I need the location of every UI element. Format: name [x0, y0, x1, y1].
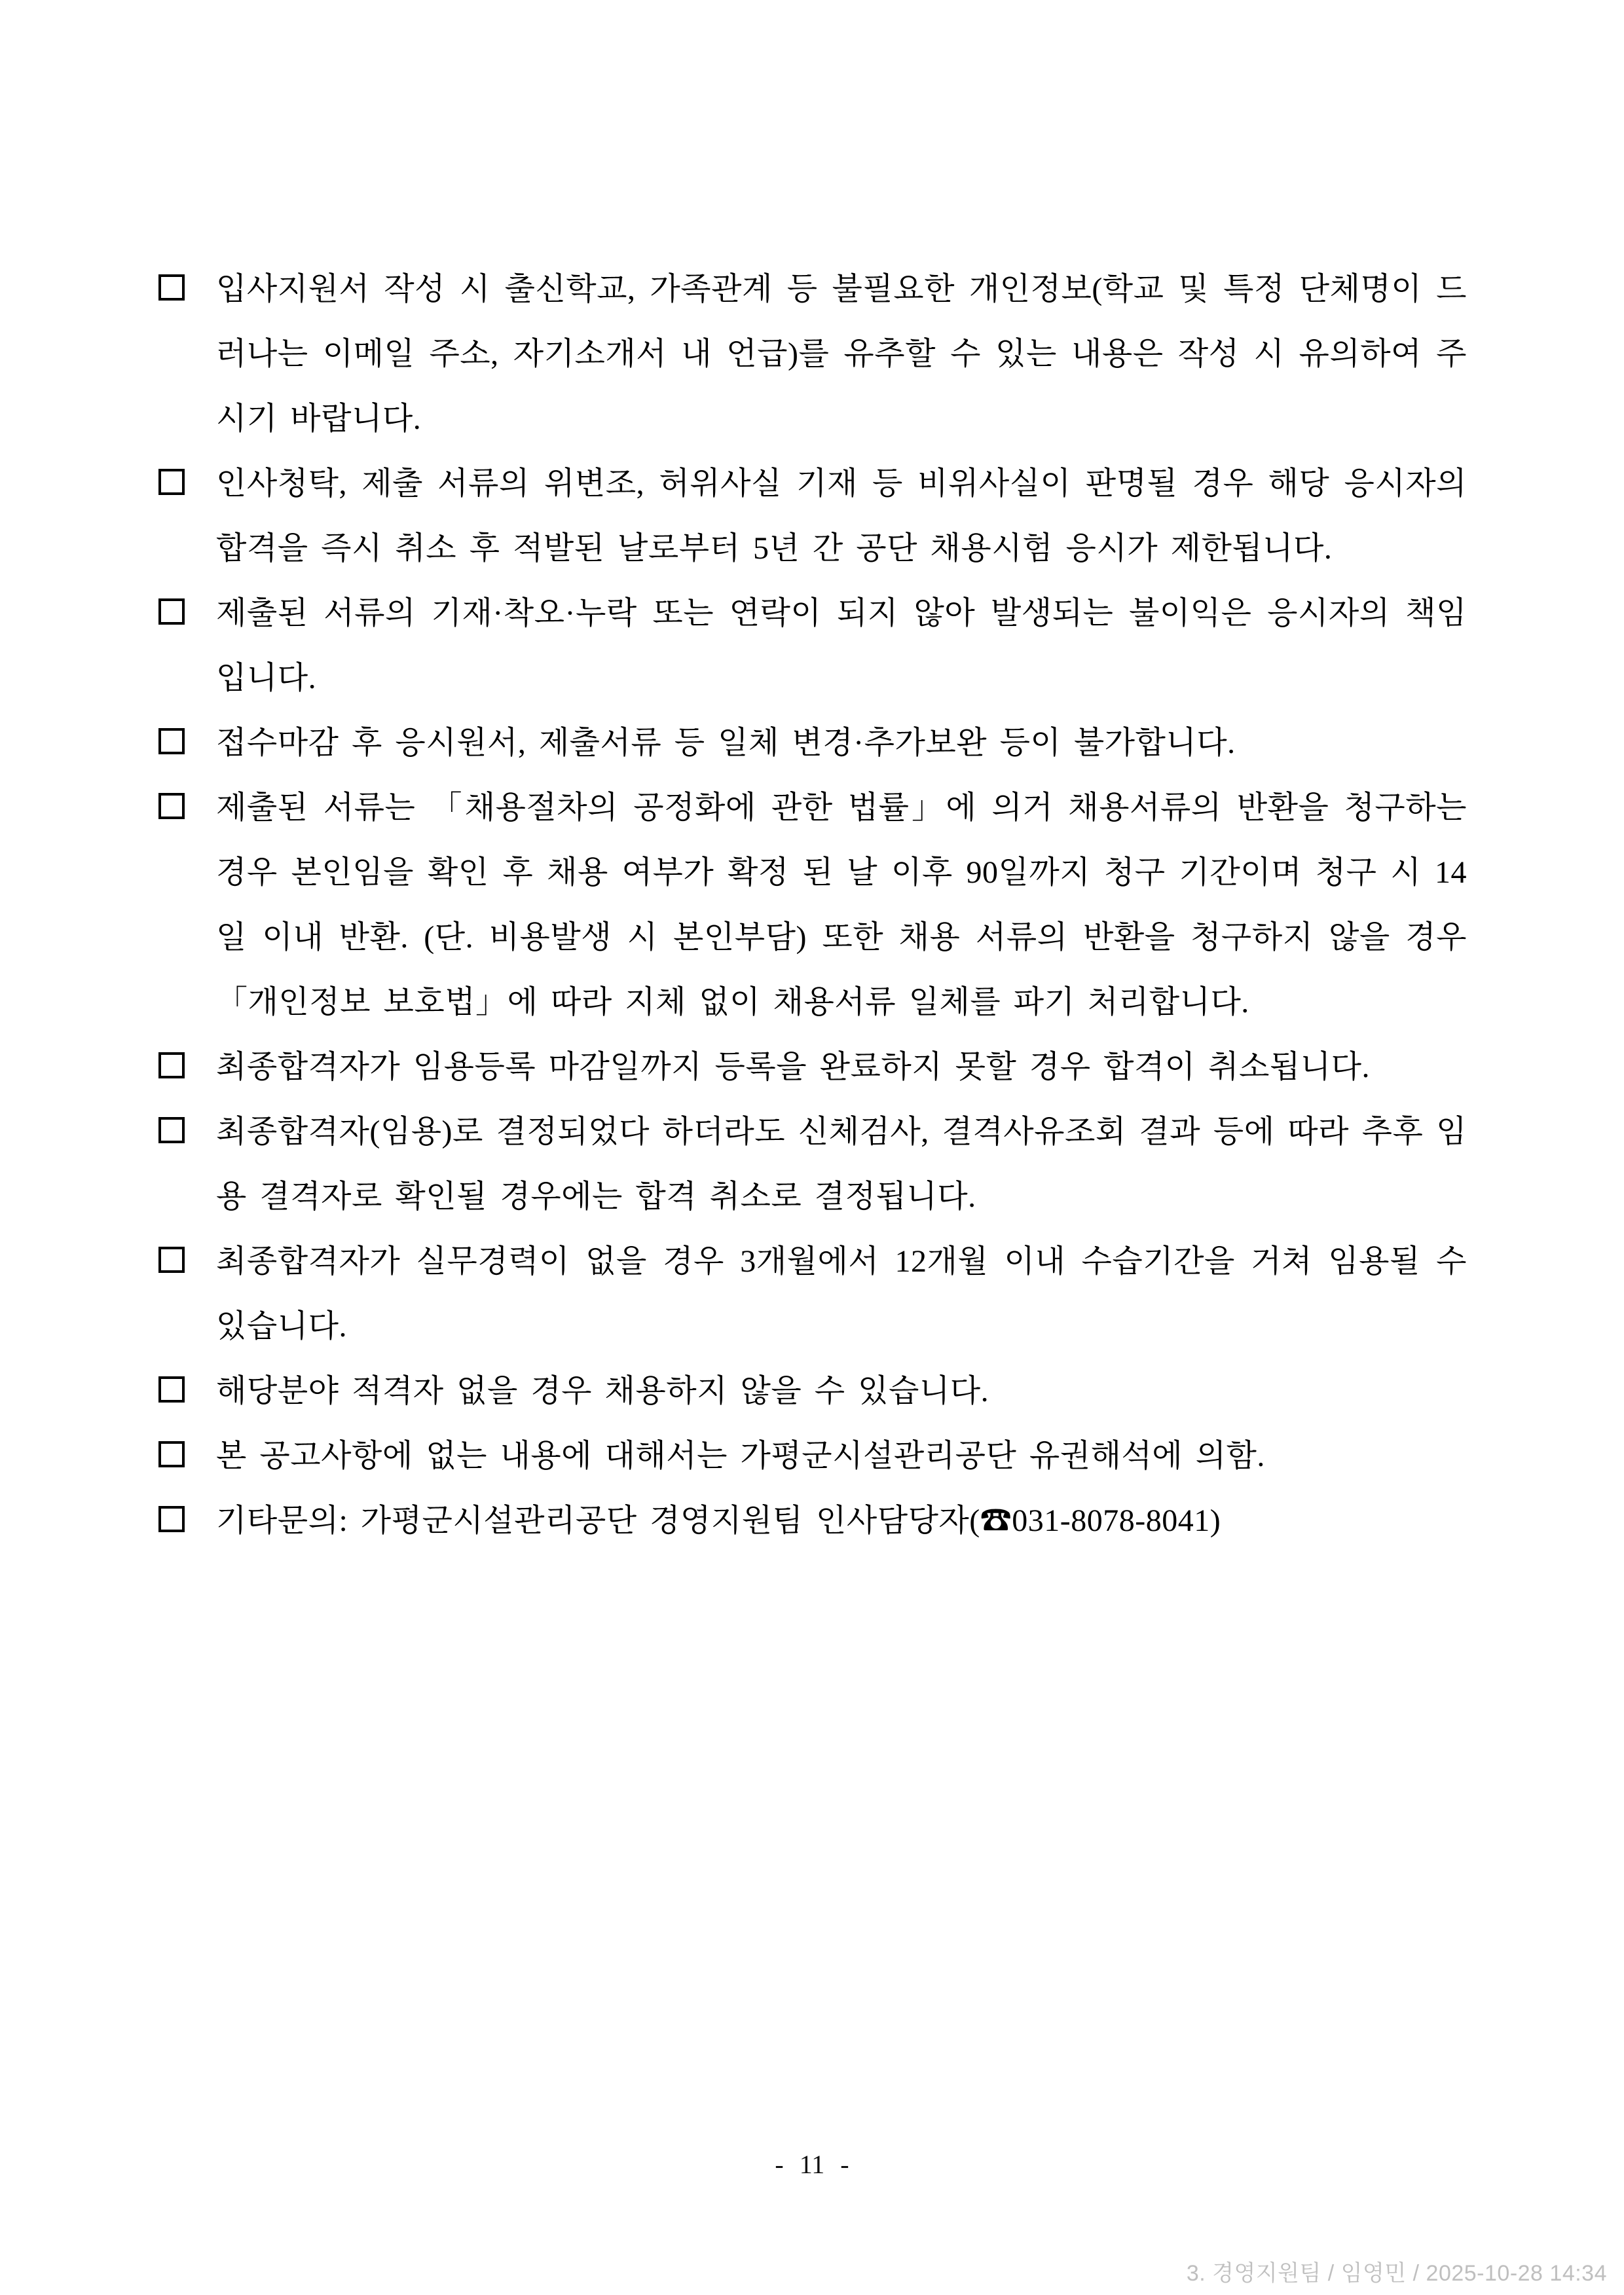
- notice-text: 제출된 서류는 「채용절차의 공정화에 관한 법률」에 의거 채용서류의 반환을 청구하는 경우 본인임을 확인 후 채용 여부가 확정 된 날 이후 90일까지 청구 기간이며 청구 시 14일 이내 반환. (단. 비용발생 시 본인부담) 또한 채용 서류의 반환을 청구하지 않을 경우 「개인정보 보호법」에 따라 지체 없이 채용서류 일체를 파기 처리합니다.: [216, 790, 1467, 1019]
- checkbox-bullet-icon: [158, 598, 185, 625]
- notice-item: [158, 451, 1467, 581]
- notice-text: 기타문의: 가평군시설관리공단 경영지원팀 인사담당자(☎031-8078-8041): [216, 1503, 1221, 1538]
- checkbox-bullet-icon: [158, 1441, 185, 1467]
- notice-list: [158, 257, 1467, 1553]
- notice-text: 최종합격자가 실무경력이 없을 경우 3개월에서 12개월 이내 수습기간을 거쳐 임용될 수 있습니다.: [216, 1244, 1467, 1344]
- notice-item: [158, 1359, 1467, 1423]
- notice-item: [158, 581, 1467, 710]
- checkbox-bullet-icon: [158, 1052, 185, 1078]
- checkbox-bullet-icon: [158, 1376, 185, 1403]
- notice-text: 최종합격자가 임용등록 마감일까지 등록을 완료하지 못할 경우 합격이 취소됩니다.: [216, 1050, 1371, 1084]
- checkbox-bullet-icon: [158, 274, 185, 301]
- notice-text: 제출된 서류의 기재·착오·누락 또는 연락이 되지 않아 발생되는 불이익은 응시자의 책임입니다.: [216, 596, 1467, 695]
- notice-item: [158, 1488, 1467, 1553]
- checkbox-bullet-icon: [158, 793, 185, 819]
- notice-item: [158, 257, 1467, 451]
- notice-text: 인사청탁, 제출 서류의 위변조, 허위사실 기재 등 비위사실이 판명될 경우 해당 응시자의 합격을 즉시 취소 후 적발된 날로부터 5년 간 공단 채용시험 응시가 제한됩니다.: [216, 466, 1467, 566]
- notice-text: 본 공고사항에 없는 내용에 대해서는 가평군시설관리공단 유권해석에 의함.: [216, 1439, 1265, 1473]
- notice-text: 해당분야 적격자 없을 경우 채용하지 않을 수 있습니다.: [216, 1374, 989, 1408]
- notice-item: [158, 1035, 1467, 1099]
- checkbox-bullet-icon: [158, 469, 185, 495]
- notice-item: [158, 1423, 1467, 1488]
- page-number: - 11 -: [775, 2150, 849, 2179]
- notice-item: [158, 775, 1467, 1035]
- notice-item: [158, 1099, 1467, 1229]
- checkbox-bullet-icon: [158, 1117, 185, 1143]
- checkbox-bullet-icon: [158, 1247, 185, 1273]
- notice-text: 최종합격자(임용)로 결정되었다 하더라도 신체검사, 결격사유조회 결과 등에 따라 추후 임용 결격자로 확인될 경우에는 합격 취소로 결정됩니다.: [216, 1114, 1467, 1214]
- checkbox-bullet-icon: [158, 728, 185, 754]
- notice-text: 접수마감 후 응시원서, 제출서류 등 일체 변경·추가보완 등이 불가합니다.: [216, 725, 1236, 760]
- checkbox-bullet-icon: [158, 1506, 185, 1532]
- notice-text: 입사지원서 작성 시 출신학교, 가족관계 등 불필요한 개인정보(학교 및 특정 단체명이 드러나는 이메일 주소, 자기소개서 내 언급)를 유추할 수 있는 내용은 작성 시 유의하여 주시기 바랍니다.: [216, 272, 1467, 436]
- notice-item: [158, 1229, 1467, 1359]
- notice-item: [158, 710, 1467, 775]
- approval-stamp-footer: 3. 경영지원팀 / 임영민 / 2025-10-28 14:34: [1186, 2261, 1607, 2286]
